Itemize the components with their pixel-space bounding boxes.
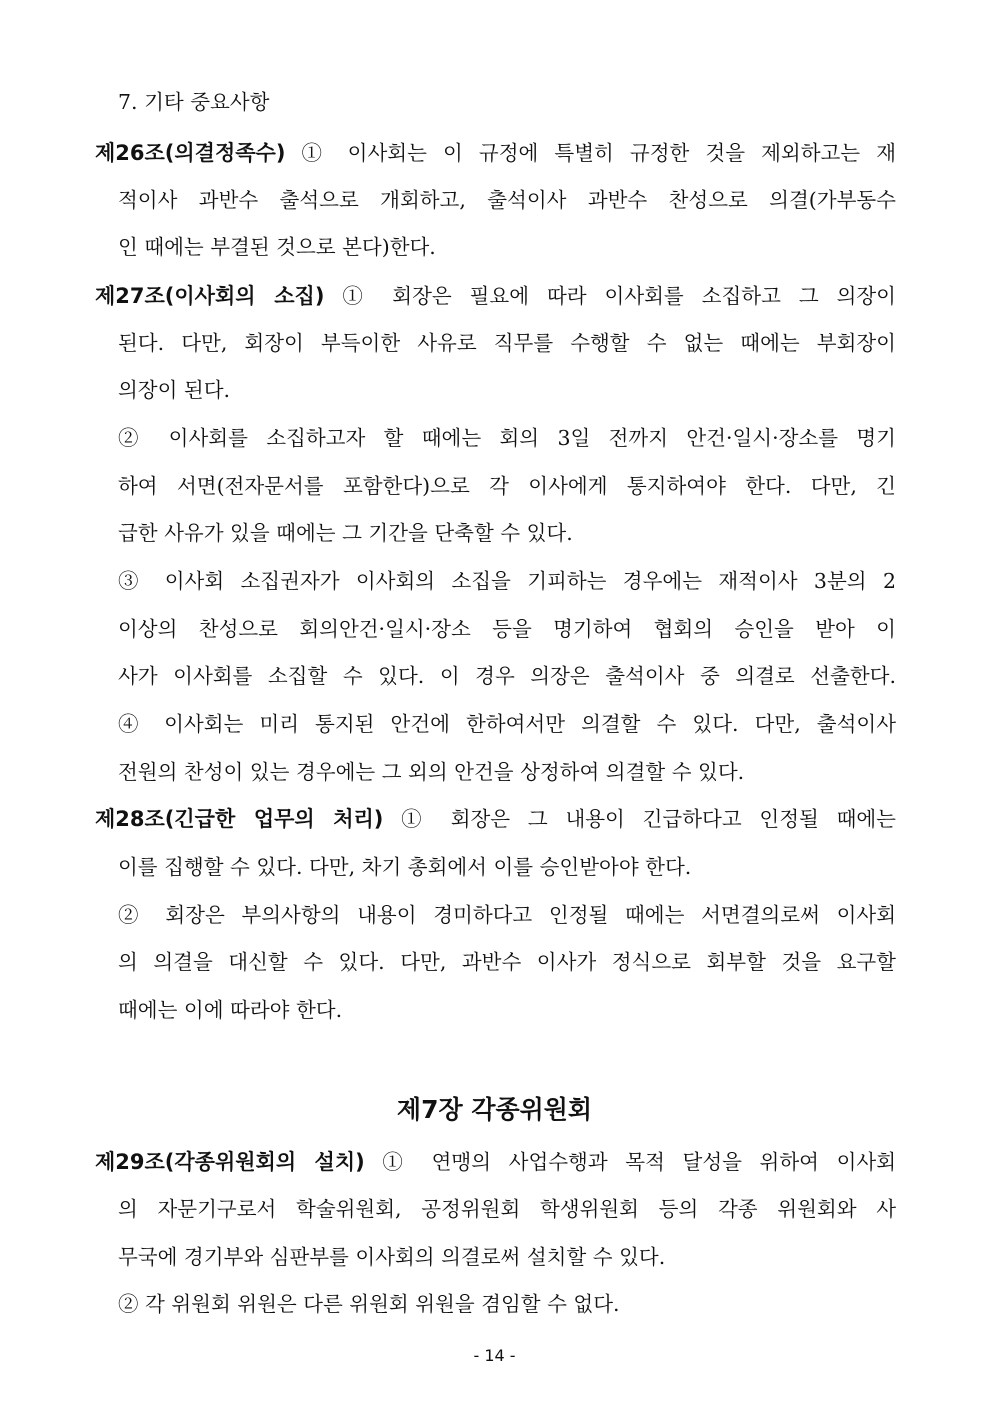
text-line: 된다. 다만, 회장이 부득이한 사유로 직무를 수행할 수 없는 때에는 부회장이: [118, 331, 896, 355]
text-line: ② 각 위원회 위원은 다른 위원회 위원을 겸임할 수 없다.: [118, 1292, 620, 1316]
text-line: 의장이 된다.: [118, 378, 231, 402]
text-line: 의 자문기구로서 학술위원회, 공정위원회 학생위원회 등의 각종 위원회와 사: [118, 1197, 896, 1221]
article-28-heading-line: 제28조(긴급한 업무의 처리) ① 회장은 그 내용이 긴급하다고 인정될 때에는: [95, 807, 896, 831]
text-line: 전원의 찬성이 있는 경우에는 그 외의 안건을 상정하여 의결할 수 있다.: [118, 760, 745, 784]
text-line: 의 의결을 대신할 수 있다. 다만, 과반수 이사가 정식으로 회부할 것을 요구할: [118, 950, 896, 974]
article-26-heading-line: 제26조(의결정족수) ① 이사회는 이 규정에 특별히 규정한 것을 제외하고는 재: [95, 141, 896, 165]
text-line: 무국에 경기부와 심판부를 이사회의 의결로써 설치할 수 있다.: [118, 1245, 666, 1269]
text-line: 이상의 찬성으로 회의안건·일시·장소 등을 명기하여 협회의 승인을 받아 이: [118, 617, 896, 641]
text-line: 인 때에는 부결된 것으로 본다)한다.: [118, 235, 436, 259]
text-line: ② 이사회를 소집하고자 할 때에는 회의 3일 전까지 안건·일시·장소를 명기: [118, 426, 896, 450]
page-number: - 14 -: [473, 1346, 516, 1365]
text-line: 하여 서면(전자문서를 포함한다)으로 각 이사에게 통지하여야 한다. 다만, 긴: [118, 474, 896, 498]
text-line: ④ 이사회는 미리 통지된 안건에 한하여서만 의결할 수 있다. 다만, 출석이사: [118, 712, 896, 736]
article-title: 제26조(의결정족수): [95, 141, 286, 165]
text-line: 사가 이사회를 소집할 수 있다. 이 경우 의장은 출석이사 중 의결로 선출한다.: [118, 664, 896, 688]
chapter-title: 제7장 각종위원회: [396, 1095, 593, 1124]
text-line: 이를 집행할 수 있다. 다만, 차기 총회에서 이를 승인받아야 한다.: [118, 855, 692, 879]
text-line: 때에는 이에 따라야 한다.: [118, 998, 343, 1022]
text-line: 7. 기타 중요사항: [118, 90, 270, 114]
article-title: 제27조(이사회의 소집): [95, 284, 325, 308]
article-title: 제28조(긴급한 업무의 처리): [95, 807, 384, 831]
text-line: 적이사 과반수 출석으로 개회하고, 출석이사 과반수 찬성으로 의결(가부동수: [118, 188, 896, 212]
text-line: 급한 사유가 있을 때에는 그 기간을 단축할 수 있다.: [118, 521, 573, 545]
article-27-heading-line: 제27조(이사회의 소집) ① 회장은 필요에 따라 이사회를 소집하고 그 의장이: [95, 284, 896, 308]
text-line: ② 회장은 부의사항의 내용이 경미하다고 인정될 때에는 서면결의로써 이사회: [118, 903, 896, 927]
text-line: ③ 이사회 소집권자가 이사회의 소집을 기피하는 경우에는 재적이사 3분의 2: [118, 569, 896, 593]
article-title: 제29조(각종위원회의 설치): [95, 1150, 365, 1174]
article-29-heading-line: 제29조(각종위원회의 설치) ① 연맹의 사업수행과 목적 달성을 위하여 이사회: [95, 1150, 897, 1174]
